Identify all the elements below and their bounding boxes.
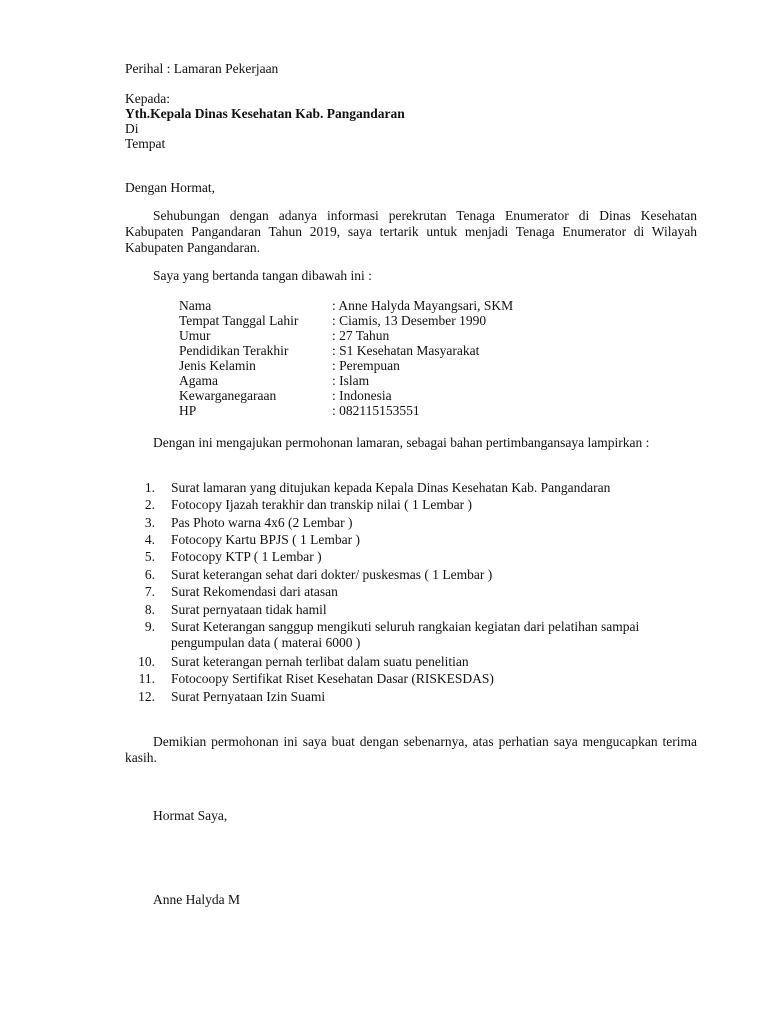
info-label: Nama [179,298,212,313]
recipient-tempat: Tempat [125,136,166,151]
signer-name: Anne Halyda M [153,892,240,907]
info-label: Jenis Kelamin [179,358,256,373]
list-text: Surat lamaran yang ditujukan kepada Kepala Dinas Kesehatan Kab. Pangandaran [171,480,611,495]
list-text: Fotocopy Ijazah terakhir dan transkip nilai ( 1 Lembar ) [171,497,473,512]
list-number: 10. [138,654,155,669]
info-value: : Anne Halyda Mayangsari, SKM [332,298,514,313]
attachment-intro: Dengan ini mengajukan permohonan lamaran, sebagai bahan pertimbangansaya lampirkan : [153,435,650,450]
list-text: Surat Keterangan sanggup mengikuti seluruh rangkaian kegiatan dari pelatihan sampai pengumpulan data ( materai 6000 ) [171,619,640,650]
list-text: Surat keterangan sehat dari dokter/ puskesmas ( 1 Lembar ) [171,567,493,582]
list-text: Surat Pernyataan Izin Suami [171,689,326,704]
info-label: Tempat Tanggal Lahir [179,313,299,328]
list-number: 2. [144,497,155,512]
info-label: HP [179,403,197,418]
list-text: Fotocopy Kartu BPJS ( 1 Lembar ) [171,532,360,547]
list-number: 8. [144,602,155,617]
intro-paragraph: Sehubungan dengan adanya informasi perekrutan Tenaga Enumerator di Dinas Kesehatan Kabupaten Pangandaran Tahun 2019, saya tertarik untuk menjadi Tenaga Enumerator di Wilayah Kabupaten Pangandaran. [125,208,697,255]
info-value: : 27 Tahun [332,328,390,343]
list-number: 5. [144,549,155,564]
list-text: Pas Photo warna 4x6 (2 Lembar ) [171,515,353,530]
declaration-line: Saya yang bertanda tangan dibawah ini : [153,268,372,283]
list-number: 6. [144,567,155,582]
list-text: Surat Rekomendasi dari atasan [171,584,338,599]
info-value: : Indonesia [332,388,392,403]
info-value: : S1 Kesehatan Masyarakat [332,343,480,358]
list-number: 7. [144,584,155,599]
list-number: 4. [144,532,155,547]
list-text: Fotocoopy Sertifikat Riset Kesehatan Dasar (RISKESDAS) [171,671,494,686]
greeting: Dengan Hormat, [125,180,215,195]
info-label: Agama [179,373,218,388]
list-number: 11. [138,671,155,686]
list-number: 3. [144,515,155,530]
list-number: 9. [144,619,155,634]
list-text: Surat pernyataan tidak hamil [171,602,327,617]
closing-paragraph: Demikian permohonan ini saya buat dengan sebenarnya, atas perhatian saya mengucapkan terima kasih. [125,734,697,765]
list-text: Surat keterangan pernah terlibat dalam suatu penelitian [171,654,469,669]
list-number: 1. [144,480,155,495]
recipient-kepada: Kepada: [125,91,170,106]
info-value: : Perempuan [332,358,400,373]
sign-off: Hormat Saya, [153,808,228,823]
info-value: : 082115153551 [332,403,420,418]
recipient-di: Di [125,121,139,136]
info-label: Kewarganegaraan [179,388,277,403]
info-value: : Islam [332,373,370,388]
list-number: 12. [138,689,155,704]
info-value: : Ciamis, 13 Desember 1990 [332,313,487,328]
recipient-name: Yth.Kepala Dinas Kesehatan Kab. Pangandaran [125,106,405,121]
subject-line: Perihal : Lamaran Pekerjaan [125,61,279,76]
info-label: Umur [179,328,211,343]
list-text: Fotocopy KTP ( 1 Lembar ) [171,549,322,564]
info-label: Pendidikan Terakhir [179,343,289,358]
